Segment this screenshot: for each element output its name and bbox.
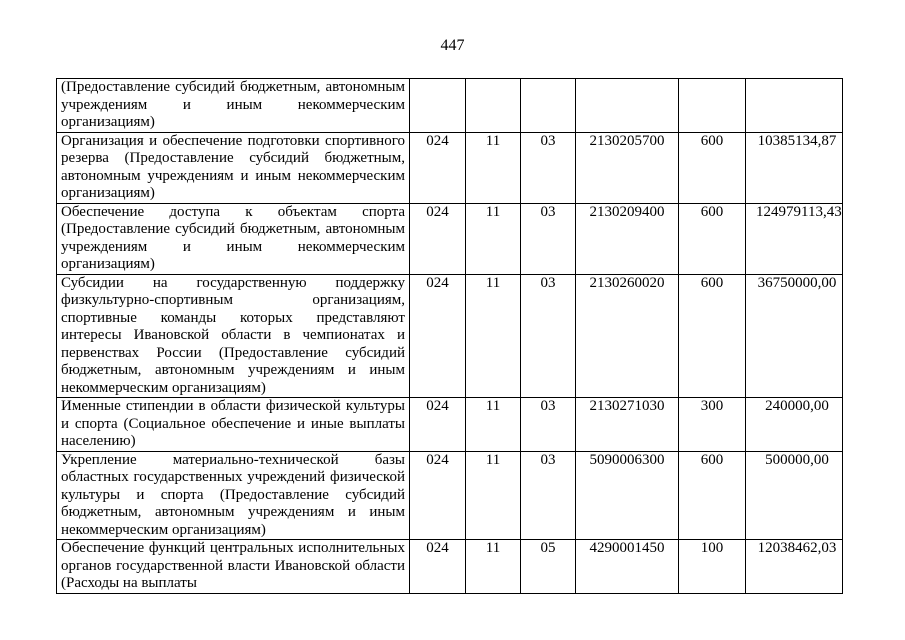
table-row <box>57 540 843 594</box>
subsection-code: 03 <box>521 398 576 452</box>
row-description: (Предоставление субсидий бюджетным, автономным учреждениям и иным некоммерческим организациям) <box>57 79 410 133</box>
expense-type-code: 300 <box>679 398 746 452</box>
expense-type-code: 600 <box>679 203 746 274</box>
amount: 10385134,87 <box>746 132 843 203</box>
table-row <box>57 398 843 452</box>
ministry-code: 024 <box>410 451 466 540</box>
section-code: 11 <box>466 540 521 594</box>
subsection-code: 05 <box>521 540 576 594</box>
budget-table <box>56 78 843 594</box>
amount: 240000,00 <box>746 398 843 452</box>
ministry-code: 024 <box>410 274 466 398</box>
amount: 36750000,00 <box>746 274 843 398</box>
amount: 124979113,43 <box>746 203 843 274</box>
section-code: 11 <box>466 203 521 274</box>
target-article-code: 2130205700 <box>576 132 679 203</box>
subsection-code: 03 <box>521 274 576 398</box>
table-row <box>57 274 843 398</box>
table-row <box>57 132 843 203</box>
row-description: Субсидии на государственную поддержку физкультурно-спортивным организациям, спортивные команды которых представляют интересы Ивановской области в чемпионатах и первенствах России (Предоставление субсидий бюджетным, автономным учреждениям и иным некоммерческим организациям) <box>57 274 410 398</box>
subsection-code: 03 <box>521 203 576 274</box>
expense-type-code: 600 <box>679 274 746 398</box>
expense-type-code: 100 <box>679 540 746 594</box>
ministry-code: 024 <box>410 203 466 274</box>
expense-type-code: 600 <box>679 451 746 540</box>
ministry-code: 024 <box>410 398 466 452</box>
section-code: 11 <box>466 132 521 203</box>
target-article-code <box>576 79 679 133</box>
ministry-code: 024 <box>410 132 466 203</box>
ministry-code <box>410 79 466 133</box>
row-description: Организация и обеспечение подготовки спортивного резерва (Предоставление субсидий бюджетным, автономным учреждениям и иным некоммерческим организациям) <box>57 132 410 203</box>
subsection-code <box>521 79 576 133</box>
row-description: Именные стипендии в области физической культуры и спорта (Социальное обеспечение и иные выплаты населению) <box>57 398 410 452</box>
section-code: 11 <box>466 398 521 452</box>
row-description: Обеспечение доступа к объектам спорта (Предоставление субсидий бюджетным, автономным учреждениям и иным некоммерческим организациям) <box>57 203 410 274</box>
table-row <box>57 79 843 133</box>
target-article-code: 4290001450 <box>576 540 679 594</box>
target-article-code: 2130209400 <box>576 203 679 274</box>
row-description: Укрепление материально-технической базы областных государственных учреждений физической культуры и спорта (Предоставление субсидий бюджетным, автономным учреждениям и иным некоммерческим организациям) <box>57 451 410 540</box>
amount: 500000,00 <box>746 451 843 540</box>
section-code: 11 <box>466 451 521 540</box>
expense-type-code <box>679 79 746 133</box>
section-code: 11 <box>466 274 521 398</box>
table-row <box>57 451 843 540</box>
page-number: 447 <box>440 37 465 54</box>
section-code <box>466 79 521 133</box>
subsection-code: 03 <box>521 451 576 540</box>
table-row <box>57 203 843 274</box>
row-description: Обеспечение функций центральных исполнительных органов государственной власти Ивановской области (Расходы на выплаты <box>57 540 410 594</box>
target-article-code: 5090006300 <box>576 451 679 540</box>
ministry-code: 024 <box>410 540 466 594</box>
amount <box>746 79 843 133</box>
expense-type-code: 600 <box>679 132 746 203</box>
target-article-code: 2130271030 <box>576 398 679 452</box>
amount: 12038462,03 <box>746 540 843 594</box>
target-article-code: 2130260020 <box>576 274 679 398</box>
subsection-code: 03 <box>521 132 576 203</box>
